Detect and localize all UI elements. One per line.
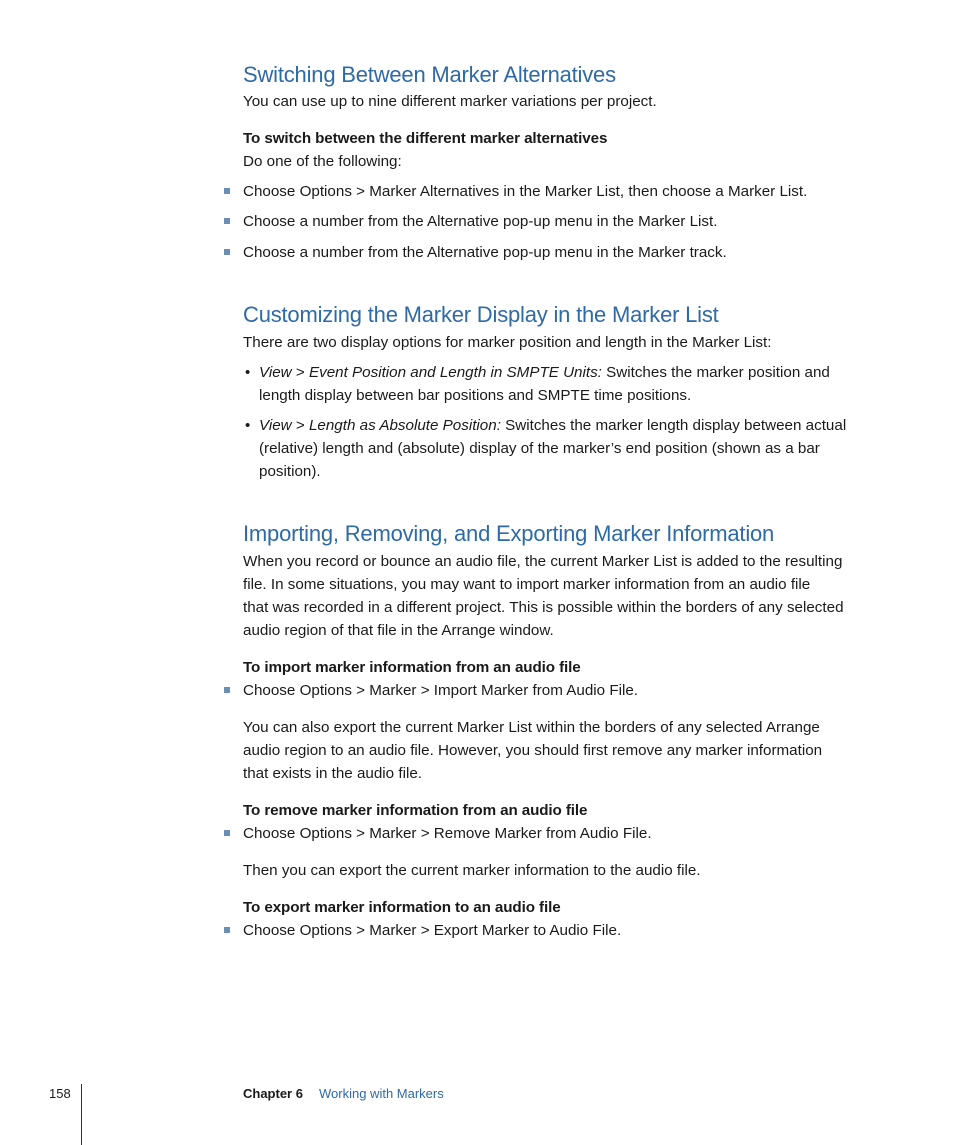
paragraph-line: that was recorded in a different project. This is possible within the borders of any selected — [243, 599, 844, 616]
menu-item: Event Position and Length in SMPTE Units: — [308, 364, 602, 381]
section-heading: Customizing the Marker Display in the Marker List — [243, 302, 719, 327]
footer-divider — [81, 1084, 82, 1145]
paragraph: Do one of the following: — [243, 153, 402, 170]
list-item: Choose Options > Marker > Export Marker to Audio File. — [243, 922, 622, 939]
separator: > — [291, 364, 309, 381]
list-item: Choose Options > Marker > Import Marker from Audio File. — [243, 682, 639, 699]
list-item: Choose a number from the Alternative pop-up menu in the Marker List. — [243, 213, 718, 230]
menu-item: Length as Absolute Position: — [308, 417, 501, 434]
bullet-square-icon — [224, 687, 230, 693]
menu-name: View — [259, 417, 292, 434]
procedure-title: To export marker information to an audio file — [243, 899, 561, 916]
paragraph-line: that exists in the audio file. — [243, 765, 422, 782]
list-item-continued: position). — [259, 463, 321, 480]
paragraph: You can use up to nine different marker variations per project. — [243, 93, 657, 110]
list-item: Choose Options > Marker Alternatives in the Marker List, then choose a Marker List. — [243, 183, 808, 200]
list-item-continued: length display between bar positions and SMPTE time positions. — [259, 387, 692, 404]
section-heading: Switching Between Marker Alternatives — [243, 62, 616, 87]
list-item — [259, 361, 830, 384]
bullet-dot-icon: • — [245, 417, 251, 434]
paragraph: There are two display options for marker position and length in the Marker List: — [243, 334, 772, 351]
list-item-continued: (relative) length and (absolute) display of the marker’s end position (shown as a bar — [259, 440, 820, 457]
menu-name: View — [259, 364, 292, 381]
bullet-dot-icon: • — [245, 364, 251, 381]
chapter-title: Working with Markers — [319, 1086, 444, 1101]
separator: > — [291, 417, 309, 434]
procedure-title: To remove marker information from an audio file — [243, 802, 588, 819]
paragraph-line: file. In some situations, you may want to import marker information from an audio file — [243, 576, 811, 593]
description: Switches the marker position and — [601, 364, 830, 381]
description: Switches the marker length display between actual — [500, 417, 847, 434]
paragraph-line: audio region of that file in the Arrange window. — [243, 622, 554, 639]
paragraph-line: audio region to an audio file. However, you should first remove any marker information — [243, 742, 823, 759]
bullet-square-icon — [224, 188, 230, 194]
bullet-square-icon — [224, 249, 230, 255]
procedure-title: To import marker information from an audio file — [243, 659, 581, 676]
list-item: Choose a number from the Alternative pop-up menu in the Marker track. — [243, 244, 727, 261]
paragraph-line: You can also export the current Marker List within the borders of any selected Arrange — [243, 719, 820, 736]
bullet-square-icon — [224, 927, 230, 933]
list-item — [259, 414, 846, 437]
bullet-square-icon — [224, 830, 230, 836]
paragraph: Then you can export the current marker information to the audio file. — [243, 862, 701, 879]
procedure-title: To switch between the different marker alternatives — [243, 130, 608, 147]
bullet-square-icon — [224, 218, 230, 224]
chapter-label: Chapter 6 — [243, 1086, 303, 1101]
list-item: Choose Options > Marker > Remove Marker from Audio File. — [243, 825, 652, 842]
page-number: 158 — [49, 1086, 71, 1101]
section-heading: Importing, Removing, and Exporting Marker Information — [243, 521, 775, 546]
paragraph-line: When you record or bounce an audio file, the current Marker List is added to the resulting — [243, 553, 843, 570]
